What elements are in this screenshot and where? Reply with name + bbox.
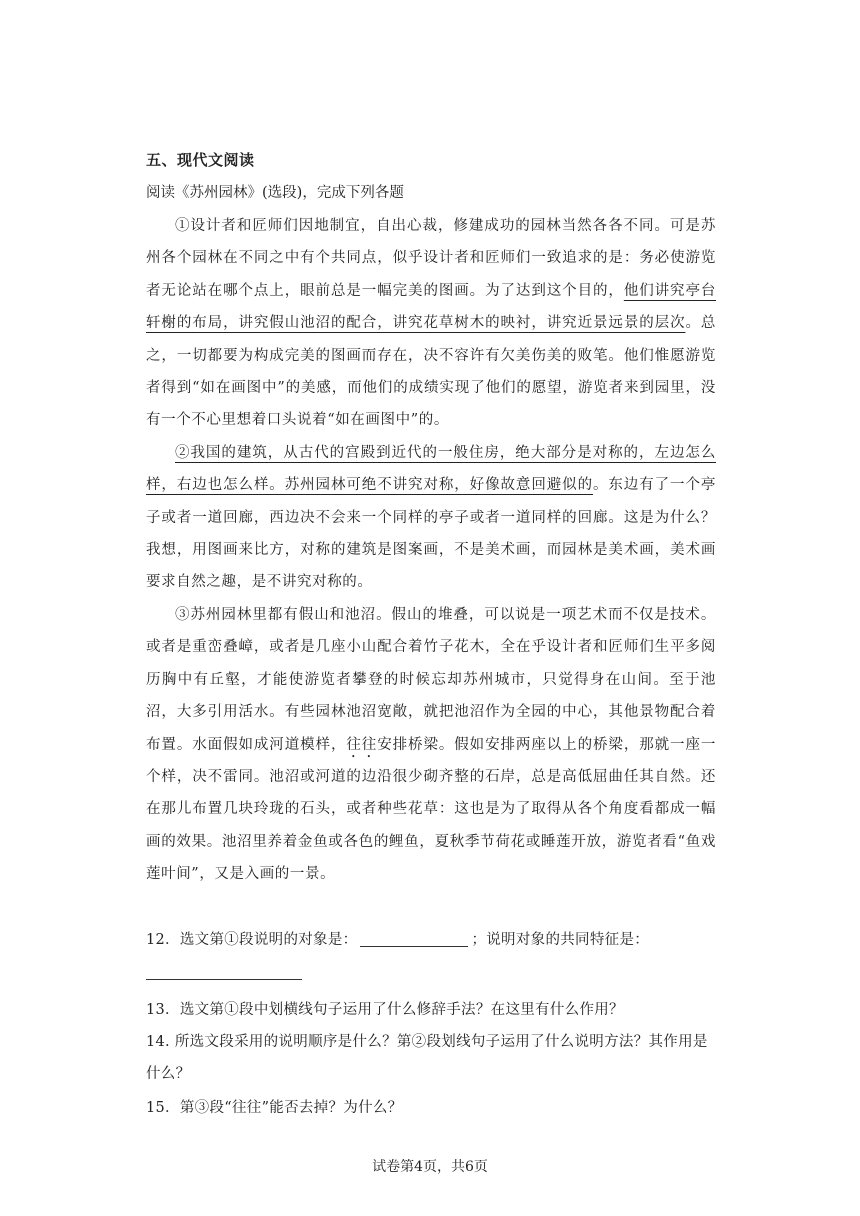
reading-passage	[146, 210, 716, 891]
paragraph-2-underlined-sentence: 我国的建筑，从古代的宫殿到近代的一般住房，绝大部分是对称的，左边怎么样，右边也怎么样。苏州园林可绝不讲究对称，好像故意回避似的	[146, 444, 716, 494]
question-14: 14. 所选文段采用的说明顺序是什么？第②段划线句子运用了什么说明方法？其作用是什么？	[146, 1034, 708, 1082]
paragraph-2-text-b: 。东边有了一个亭子或者一道回廊，西边决不会来一个同样的亭子或者一道同样的回廊。这是为什么？我想，用图画来比方，对称的建筑是图案画，不是美术画，而园林是美术画，美术画要求自然之趣，是不讲究对称的。	[146, 477, 716, 591]
paragraph-3-emphasized-word: 往往	[346, 736, 378, 753]
answer-blank-object[interactable]	[360, 930, 468, 947]
paragraph-3-text-b: 安排桥梁。假如安排两座以上的桥梁，那就一座一个样，决不雷同。池沼或河道的边沿很少砌齐整的石岸，总是高低屈曲任其自然。还在那儿布置几块玲珑的石头，或者种些花草：这也是为了取得从各个角度看都成一幅画的效果。池沼里养着金鱼或各色的鲤鱼，夏秋季节荷花或睡莲开放，游览者看“鱼戏莲叶间”，又是入画的一景。	[146, 736, 716, 883]
paragraph-3	[146, 599, 716, 891]
question-12-text-a: 12．选文第①段说明的对象是：	[146, 932, 358, 948]
question-12-text-b: ；说明对象的共同特征是：	[471, 932, 650, 948]
page-footer: 试卷第4页，共6页	[372, 1159, 488, 1175]
question-13: 13．选文第①段中划横线句子运用了什么修辞手法？在这里有什么作用？	[146, 1002, 624, 1018]
paragraph-1-text-a: ①设计者和匠师们因地制宜，自出心裁，修建成功的园林当然各各不同。可是苏州各个园林在不同之中有个共同点，似乎设计者和匠师们一致追求的是：务必使游览者无论站在哪个点上，眼前总是一幅完美的图画。为了达到这个目的，	[146, 218, 716, 299]
paragraph-2-number: ②	[175, 444, 191, 461]
paragraph-1-text-b: 。总之，一切都要为构成完美的图画而存在，决不容许有欠美伤美的败笔。他们惟愿游览者得到“如在画图中”的美感，而他们的成绩实现了他们的愿望，游览者来到园里，没有一个不心里想着口头说着“如在画图中”的。	[146, 315, 716, 429]
answer-blank-feature[interactable]	[146, 978, 302, 980]
question-15: 15．第③段“往往”能否去掉？为什么？	[146, 1100, 403, 1116]
paragraph-2	[146, 437, 716, 599]
reading-instruction: 阅读《苏州园林》(选段)，完成下列各题	[146, 185, 404, 201]
question-12	[146, 924, 716, 956]
paragraph-3-text-a: ③苏州园林里都有假山和池沼。假山的堆叠，可以说是一项艺术而不仅是技术。或者是重峦叠嶂，或者是几座小山配合着竹子花木，全在乎设计者和匠师们生平多阅历胸中有丘壑，才能使游览者攀登的时候忘却苏州城市，只觉得身在山间。至于池沼，大多引用活水。有些园林池沼宽敞，就把池沼作为全园的中心，其他景物配合着布置。水面假如成河道模样，	[146, 606, 716, 753]
section-heading: 五、现代文阅读	[146, 151, 255, 169]
paragraph-1	[146, 210, 716, 437]
paragraph-1-underlined-sentence: 他们讲究亭台轩榭的布局，讲究假山池沼的配合，讲究花草树木的映衬，讲究近景远景的层次	[146, 282, 716, 332]
